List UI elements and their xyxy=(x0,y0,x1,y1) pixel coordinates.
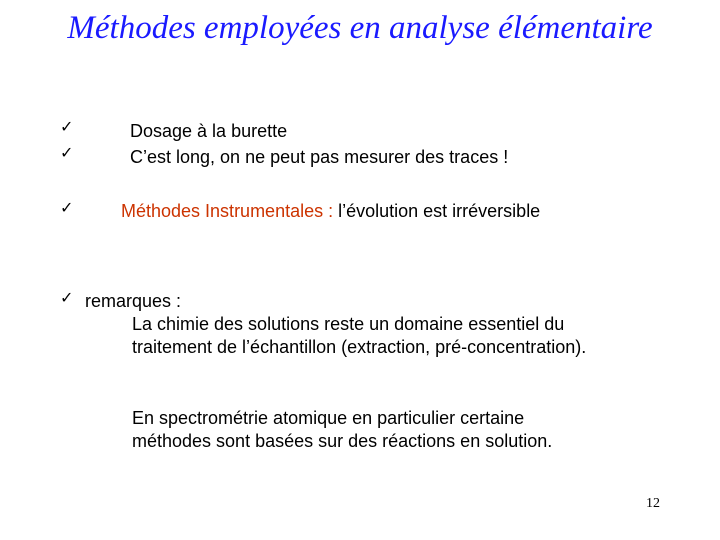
remark-paragraph-spectrometry: En spectrométrie atomique en particulier certaine méthodes sont basées sur des réactions en solution. xyxy=(132,408,553,451)
checkmark-icon: ✓ xyxy=(60,143,74,162)
remark-paragraph-solutions: La chimie des solutions reste un domaine essentiel du traitement de l’échantillon (extraction, pré-concentration). xyxy=(132,314,587,357)
bullet-item-remarques: remarques : xyxy=(85,291,182,311)
checkmark-icon: ✓ xyxy=(60,288,74,307)
slide-title: Méthodes employées en analyse élémentaire xyxy=(67,10,653,46)
checkmark-icon: ✓ xyxy=(60,198,74,217)
instrumental-methods-label: Méthodes Instrumentales : xyxy=(121,201,334,221)
checkmark-icon: ✓ xyxy=(60,117,74,136)
bullet-item-instrumental xyxy=(121,200,540,222)
page-number: 12 xyxy=(646,496,660,511)
bullet-item-dosage: Dosage à la burette xyxy=(130,121,288,141)
bullet-item-traces: C’est long, on ne peut pas mesurer des traces ! xyxy=(130,147,509,167)
instrumental-methods-text: l’évolution est irréversible xyxy=(333,201,541,221)
